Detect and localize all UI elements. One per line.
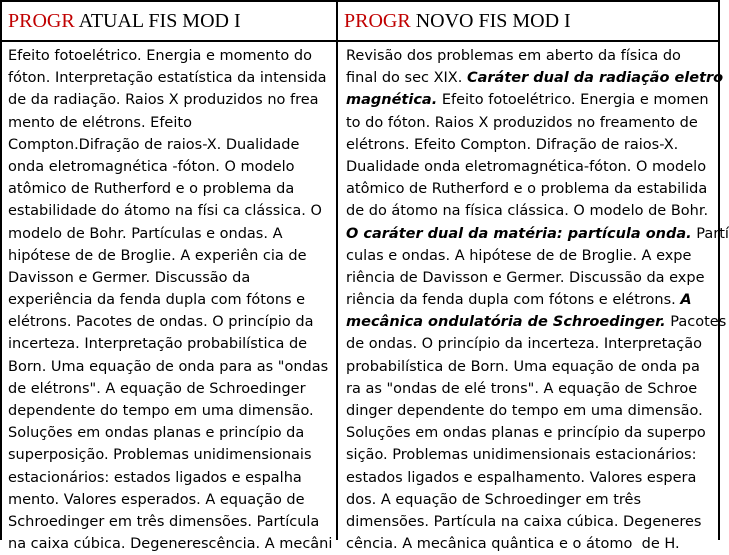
- content-line: dependente do tempo em uma dimensão.: [8, 403, 314, 419]
- content-line: [346, 511, 718, 533]
- header-current-program: [0, 0, 338, 42]
- body-text: final do sec XIX.: [346, 70, 467, 87]
- content-line: Born. Uma equação de onda para as "ondas: [8, 358, 329, 375]
- content-line: [346, 311, 727, 333]
- content-line: onda eletromagnética -fóton. O modelo: [8, 158, 295, 175]
- content-line: [346, 333, 718, 355]
- content-line: [346, 45, 718, 67]
- body-text: dimensões. Partícula na caixa cúbica. Degeneres: [346, 513, 702, 530]
- body-text: ra as "ondas de elé trons". A equação de Schroe: [346, 380, 698, 397]
- body-text: Partí: [691, 225, 729, 242]
- content-line: [346, 156, 718, 178]
- content-line: fóton. Interpretação estatística da intensida: [8, 70, 327, 87]
- emphasis-text: O caráter dual da matéria: partícula onda.: [346, 225, 692, 242]
- content-line: de da radiação. Raios X produzidos no frea: [8, 92, 319, 109]
- content-line: [346, 67, 724, 89]
- content-line: [346, 267, 718, 289]
- emphasis-text: Caráter dual da radiação eletro: [466, 70, 724, 87]
- content-line: [346, 89, 718, 111]
- content-line: [346, 422, 718, 444]
- content-line: hipótese de de Broglie. A experiên cia de: [8, 247, 307, 264]
- content-line: [346, 489, 718, 511]
- emphasis-text: mecânica ondulatória de Schroedinger.: [346, 314, 666, 331]
- emphasis-text: magnética.: [346, 92, 438, 109]
- content-line: [346, 200, 718, 222]
- body-text: estados ligados e espalhamento. Valores espera: [346, 469, 697, 486]
- header-right-prefix: PROGR: [344, 10, 411, 32]
- content-line: estabilidade do átomo na físi ca clássica. O: [8, 203, 322, 220]
- body-text: dinger dependente do tempo em uma dimensão.: [346, 403, 703, 419]
- body-text: riência da fenda dupla com fótons e elétrons.: [346, 292, 681, 309]
- body-text: Pacotes: [665, 314, 727, 331]
- content-line: Schroedinger em três dimensões. Partícula: [8, 513, 320, 530]
- content-line: incerteza. Interpretação probabilística de: [8, 336, 308, 353]
- content-line: [346, 356, 718, 378]
- content-line: [346, 289, 718, 311]
- body-text: elétrons. Efeito Compton. Difração de raios-X.: [346, 136, 679, 153]
- body-text: Dualidade onda eletromagnética-fóton. O modelo: [346, 158, 707, 175]
- content-line: Soluções em ondas planas e princípio da: [8, 425, 305, 442]
- content-line: Efeito fotoelétrico. Energia e momento do: [8, 48, 312, 64]
- body-text: Efeito fotoelétrico. Energia e momen: [437, 92, 709, 109]
- body-text: Soluções em ondas planas e princípio da superpo: [346, 425, 706, 442]
- content-line: [346, 444, 718, 466]
- body-text: probabilística de Born. Uma equação de onda pa: [346, 358, 700, 375]
- content-line: [346, 245, 718, 267]
- content-line: [346, 533, 718, 555]
- content-line: elétrons. Pacotes de ondas. O princípio da: [8, 314, 314, 331]
- emphasis-text: A: [680, 292, 692, 309]
- header-new-program: [336, 0, 720, 42]
- content-line: [346, 400, 718, 422]
- content-line: mento de elétrons. Efeito: [8, 114, 192, 131]
- content-line: Compton.Difração de raios-X. Dualidade: [8, 136, 300, 153]
- header-left-prefix: PROGR: [8, 10, 75, 32]
- body-text: de ondas. O princípio da incerteza. Interpretação: [346, 336, 702, 353]
- current-program-content: [0, 40, 338, 553]
- content-line: atômico de Rutherford e o problema da: [8, 181, 295, 198]
- header-left-suffix: ATUAL FIS MOD I: [74, 10, 241, 32]
- content-line: Davisson e Germer. Discussão da: [8, 269, 251, 286]
- body-text: to do fóton. Raios X produzidos no freamento de: [346, 114, 698, 131]
- content-line: [346, 178, 718, 200]
- content-line: [346, 223, 729, 245]
- content-line: mento. Valores esperados. A equação de: [8, 491, 305, 508]
- header-right-suffix: NOVO FIS MOD I: [410, 10, 571, 32]
- body-text: atômico de Rutherford e o problema da estabilida: [346, 181, 708, 198]
- content-line: na caixa cúbica. Degenerescência. A mecâni: [8, 536, 333, 553]
- content-line: [346, 134, 718, 156]
- content-line: modelo de Bohr. Partículas e ondas. A: [8, 225, 283, 242]
- content-line: superposição. Problemas unidimensionais: [8, 447, 312, 464]
- body-text: culas e ondas. A hipótese de de Broglie. A expe: [346, 247, 692, 264]
- body-text: cência. A mecânica quântica e o átomo de H.: [346, 536, 680, 553]
- content-line: estacionários: estados ligados e espalha: [8, 469, 302, 486]
- content-line: [346, 467, 718, 489]
- body-text: de do átomo na física clássica. O modelo de Bohr.: [346, 203, 709, 220]
- body-text: sição. Problemas unidimensionais estacionários:: [346, 447, 697, 464]
- body-text: dos. A equação de Schroedinger em três: [346, 491, 642, 508]
- body-text: riência de Davisson e Germer. Discussão da expe: [346, 269, 705, 286]
- content-line: de elétrons". A equação de Schroedinger: [8, 380, 306, 397]
- body-text: Revisão dos problemas em aberto da física do: [346, 48, 681, 64]
- new-program-content: [336, 40, 729, 553]
- content-line: experiência da fenda dupla com fótons e: [8, 292, 306, 309]
- content-line: [346, 112, 718, 134]
- content-line: [346, 378, 718, 400]
